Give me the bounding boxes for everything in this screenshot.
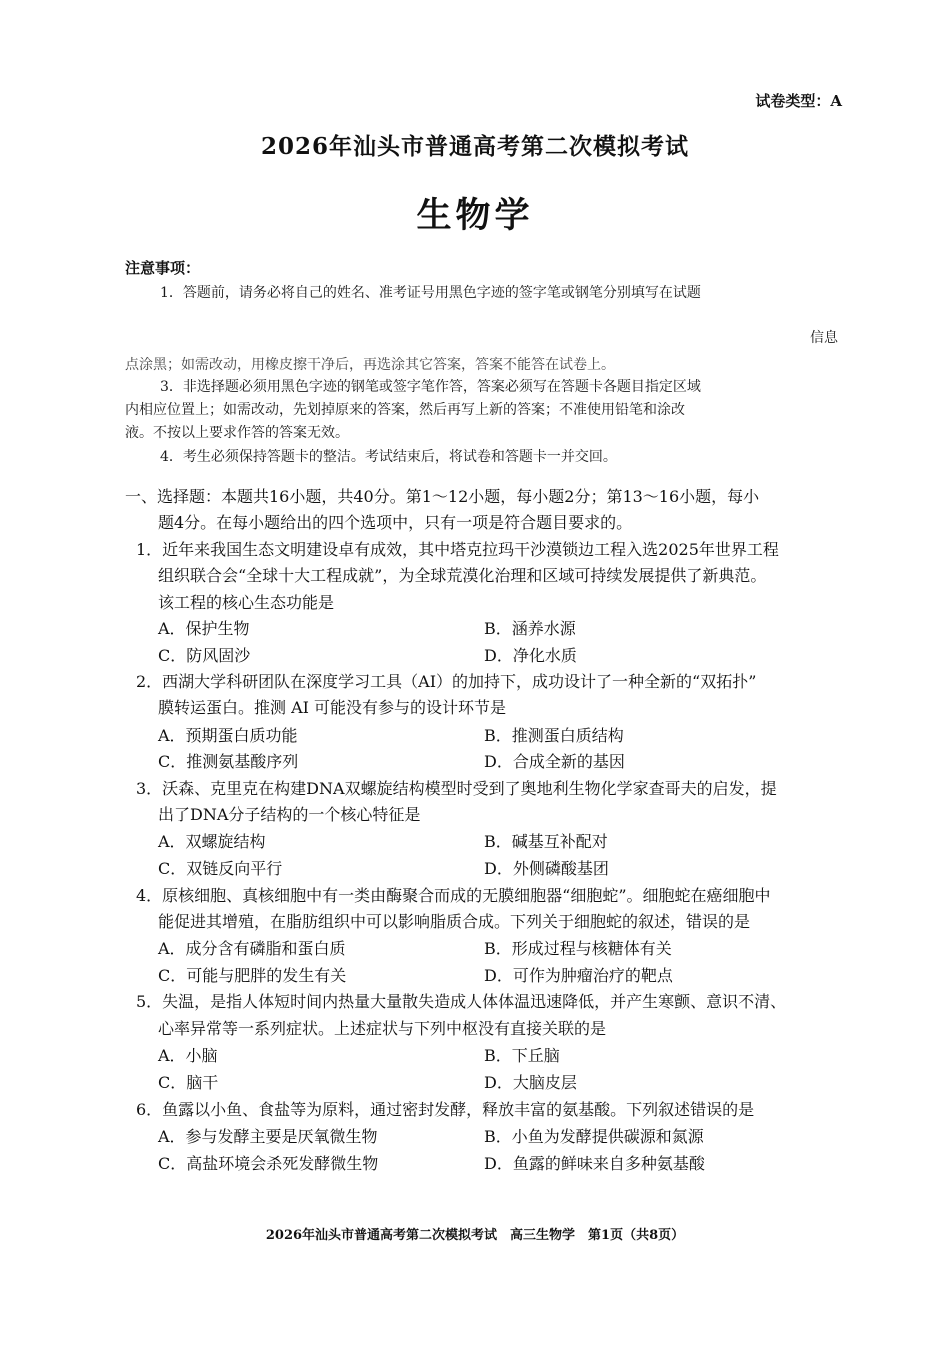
question-2-option-b: B．推测蛋白质结构	[484, 726, 624, 745]
question-1-option-b: B．涵养水源	[484, 619, 576, 638]
exam-title: 2026年汕头市普通高考第二次模拟考试	[260, 133, 689, 160]
notice-item-4: 4．考生必须保持答题卡的整洁。考试结束后，将试卷和答题卡一并交回。	[160, 449, 617, 465]
question-1-option-a: A．保护生物	[158, 619, 250, 638]
question-6-option-c: C．高盐环境会杀死发酵微生物	[158, 1154, 379, 1173]
question-3-option-d: D．外侧磷酸基团	[484, 859, 609, 878]
notice-item-1: 1．答题前，请务必将自己的姓名、准考证号用黑色字迹的签字笔或钢笔分别填写在试题	[160, 285, 701, 301]
question-6-option-a: A．参与发酵主要是厌氧微生物	[158, 1127, 378, 1146]
question-5-option-c: C．脑干	[158, 1073, 219, 1092]
question-5-line-1: 5．失温，是指人体短时间内热量大量散失造成人体体温迅速降低，并产生寒颤、意识不清、	[136, 992, 787, 1011]
question-3-option-a: A．双螺旋结构	[158, 832, 266, 851]
notice-item-3-line1: 3．非选择题必须用黑色字迹的钢笔或签字笔作答，答案必须写在答题卡各题目指定区域	[160, 379, 701, 395]
notice-title: 注意事项：	[125, 259, 201, 277]
notice-item-3-line3: 液。不按以上要求作答的答案无效。	[125, 425, 349, 441]
question-5-option-b: B．下丘脑	[484, 1046, 560, 1065]
question-6-option-b: B．小鱼为发酵提供碳源和氮源	[484, 1127, 704, 1146]
subject-title: 生物学	[416, 195, 534, 236]
question-4-line-1: 4．原核细胞、真核细胞中有一类由酶聚合而成的无膜细胞器“细胞蛇”。细胞蛇在癌细胞中	[136, 886, 771, 905]
question-2-line-1: 2．西湖大学科研团队在深度学习工具（AI）的加持下，成功设计了一种全新的“双拓扑”	[136, 672, 757, 691]
page-footer: 2026年汕头市普通高考第二次模拟考试 高三生物学 第1页（共8页）	[265, 1228, 685, 1243]
question-2-line-2: 膜转运蛋白。推测 AI 可能没有参与的设计环节是	[158, 698, 507, 717]
question-1-line-1: 1．近年来我国生态文明建设卓有成效，其中塔克拉玛干沙漠锁边工程入选2025年世界工程	[136, 540, 779, 559]
paper-type-label: 试卷类型：A	[755, 92, 842, 110]
question-6-line-1: 6．鱼露以小鱼、食盐等为原料，通过密封发酵，释放丰富的氨基酸。下列叙述错误的是	[136, 1100, 755, 1119]
question-3-line-2: 出了DNA分子结构的一个核心特征是	[158, 805, 421, 824]
question-3-option-b: B．碱基互补配对	[484, 832, 608, 851]
question-1-option-d: D．净化水质	[484, 646, 577, 665]
question-2-option-a: A．预期蛋白质功能	[158, 726, 298, 745]
question-5-line-2: 心率异常等一系列症状。上述症状与下列中枢没有直接关联的是	[158, 1019, 607, 1038]
question-4-option-c: C．可能与肥胖的发生有关	[158, 966, 347, 985]
question-3-line-1: 3．沃森、克里克在构建DNA双螺旋结构模型时受到了奥地利生物化学家查哥夫的启发，提	[136, 779, 777, 798]
question-1-line-3: 该工程的核心生态功能是	[158, 593, 335, 612]
notice-item-1-tail: 信息	[810, 330, 838, 346]
question-5-option-a: A．小脑	[158, 1046, 218, 1065]
question-2-option-d: D．合成全新的基因	[484, 752, 625, 771]
notice-item-2-partial: 点涂黑；如需改动，用橡皮擦干净后，再选涂其它答案，答案不能答在试卷上。	[125, 357, 615, 373]
question-5-option-d: D．大脑皮层	[484, 1073, 577, 1092]
question-1-line-2: 组织联合会“全球十大工程成就”，为全球荒漠化治理和区域可持续发展提供了新典范。	[158, 566, 767, 585]
question-2-option-c: C．推测氨基酸序列	[158, 752, 299, 771]
question-1-option-c: C．防风固沙	[158, 646, 251, 665]
question-6-option-d: D．鱼露的鲜味来自多种氨基酸	[484, 1154, 705, 1173]
question-4-option-d: D．可作为肿瘤治疗的靶点	[484, 966, 673, 985]
notice-item-3-line2: 内相应位置上；如需改动，先划掉原来的答案，然后再写上新的答案；不准使用铅笔和涂改	[125, 402, 685, 418]
question-3-option-c: C．双链反向平行	[158, 859, 283, 878]
question-4-line-2: 能促进其增殖，在脂肪组织中可以影响脂质合成。下列关于细胞蛇的叙述，错误的是	[158, 912, 751, 931]
question-4-option-a: A．成分含有磷脂和蛋白质	[158, 939, 346, 958]
section-header-line1: 一、选择题：本题共16小题，共40分。第1～12小题，每小题2分；第13～16小题，每小	[125, 487, 760, 506]
question-4-option-b: B．形成过程与核糖体有关	[484, 939, 672, 958]
section-header-line2: 题4分。在每小题给出的四个选项中，只有一项是符合题目要求的。	[158, 513, 633, 532]
